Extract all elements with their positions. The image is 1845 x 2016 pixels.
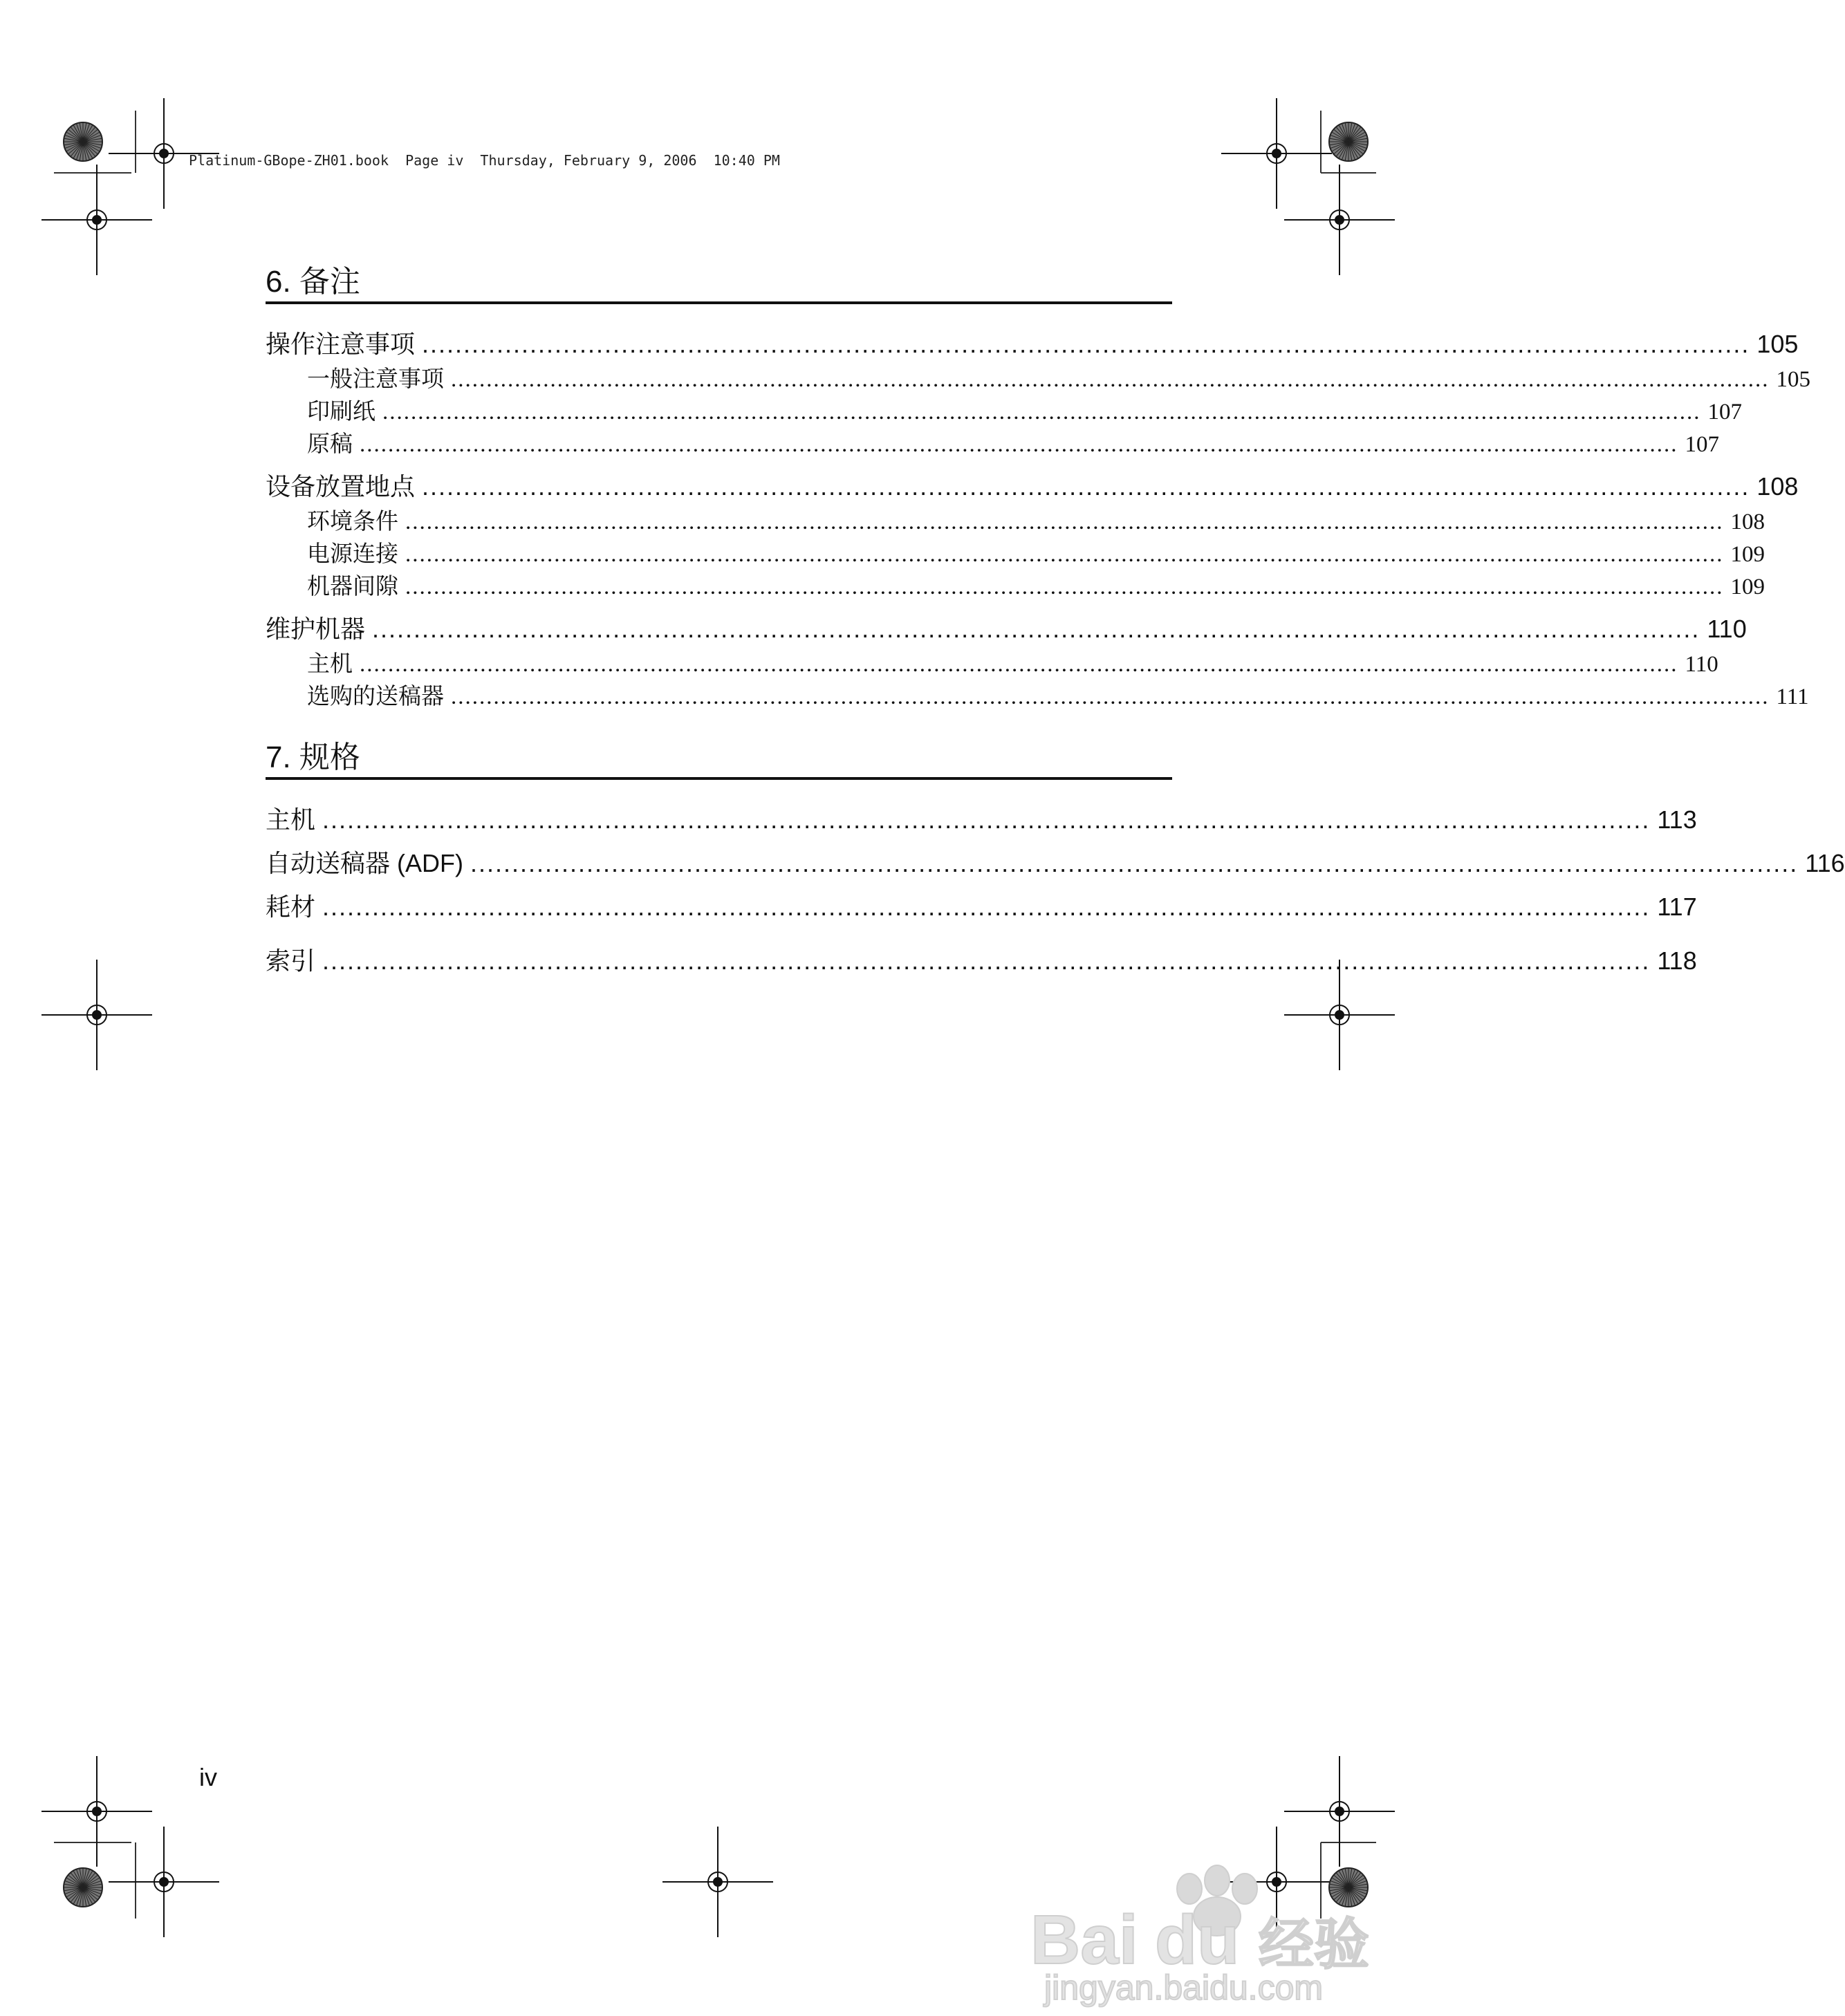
toc-entry-page: 107 — [1707, 400, 1742, 424]
toc-entry-label: 印刷纸 — [307, 400, 376, 424]
toc-entry-label: 机器间隙 — [307, 575, 398, 599]
toc-leader-dots: ................................................................................................................................................................ — [322, 946, 1651, 975]
page-number: iv — [199, 1763, 217, 1791]
section-title-6: 6. 备注 — [266, 263, 1172, 304]
toc-entry-page: 111 — [1776, 684, 1809, 709]
registration-mark — [41, 165, 152, 275]
toc-entry[interactable] — [266, 467, 1799, 503]
toc-entry-page: 105 — [1776, 367, 1810, 392]
toc-entry-label: 环境条件 — [307, 510, 398, 534]
toc-leader-dots: ................................................................................................................................................................ — [372, 615, 1700, 643]
toc-entry[interactable] — [307, 503, 1765, 536]
toc-entry[interactable] — [307, 678, 1809, 711]
toc-entry-label: 主机 — [266, 805, 316, 834]
toc-entry-label: 索引 — [266, 946, 316, 975]
toc-entry-label: 选购的送稿器 — [307, 684, 444, 709]
toc-entry-label: 操作注意事项 — [266, 330, 416, 358]
svg-text:Bai: Bai — [1030, 1901, 1138, 1979]
toc-entry[interactable] — [266, 325, 1799, 360]
registration-mark — [1221, 98, 1332, 209]
toc-leader-dots: .......................................................................................................................................................................................... — [382, 400, 1701, 424]
toc-entry-page: 109 — [1730, 575, 1765, 599]
toc-entry[interactable] — [307, 536, 1765, 568]
toc-entry[interactable] — [307, 426, 1719, 458]
toc-entry-label: 设备放置地点 — [266, 472, 416, 501]
toc-entry[interactable] — [266, 801, 1697, 836]
toc-entry-page: 116 — [1805, 849, 1845, 877]
toc-leader-dots: .......................................................................................................................................................................................... — [405, 542, 1724, 567]
toc-entry-page: 110 — [1685, 652, 1718, 677]
toc-entry-page: 113 — [1657, 805, 1697, 834]
toc-leader-dots: .......................................................................................................................................................................................... — [405, 575, 1724, 599]
toc-entry-label: 主机 — [307, 652, 353, 677]
toc-entry-page: 108 — [1730, 510, 1765, 534]
toc-entry[interactable] — [307, 646, 1718, 678]
toc-leader-dots: .......................................................................................................................................................................................... — [451, 684, 1770, 709]
toc-entry-page: 105 — [1756, 330, 1799, 358]
svg-text:du: du — [1155, 1901, 1240, 1979]
toc-entry-page: 110 — [1707, 615, 1747, 643]
toc-leader-dots: ................................................................................................................................................................ — [322, 805, 1651, 834]
toc-entry-page: 118 — [1657, 946, 1697, 975]
toc-leader-dots: .......................................................................................................................................................................................... — [360, 432, 1678, 457]
toc-entry[interactable] — [307, 361, 1810, 393]
toc-entry[interactable] — [266, 844, 1845, 879]
toc-entry[interactable] — [307, 568, 1765, 601]
print-header-line: Platinum-GBope-ZH01.book Page iv Thursday, February 9, 2006 10:40 PM — [189, 152, 780, 169]
toc-leader-dots: ................................................................................................................................................................ — [422, 330, 1750, 358]
toc-entry-label: 一般注意事项 — [307, 367, 444, 392]
toc-entry-label: 维护机器 — [266, 615, 366, 643]
svg-text:jingyan.baidu.com: jingyan.baidu.com — [1044, 1968, 1324, 2007]
baidu-jingyan-watermark — [1017, 1853, 1404, 2005]
starburst-target — [64, 1868, 102, 1907]
toc-entry[interactable] — [307, 393, 1742, 426]
toc-leader-dots: ................................................................................................................................................................ — [422, 472, 1750, 501]
toc-entry-page: 108 — [1756, 472, 1799, 501]
toc-leader-dots: ................................................................................................................................................................ — [470, 849, 1799, 877]
registration-mark — [1284, 960, 1395, 1070]
toc-entry-label: 自动送稿器 (ADF) — [266, 849, 463, 877]
registration-mark — [1284, 165, 1395, 275]
registration-mark — [662, 1827, 773, 1937]
registration-mark — [1284, 1756, 1395, 1867]
toc-entry-label: 原稿 — [307, 432, 353, 457]
section-title-7: 7. 规格 — [266, 738, 1172, 780]
toc-entry[interactable] — [266, 888, 1697, 923]
toc-entry-page: 117 — [1657, 893, 1697, 921]
toc-entry-page: 109 — [1730, 542, 1765, 567]
toc-entry-label: 电源连接 — [307, 542, 398, 567]
svg-text:经验: 经验 — [1259, 1912, 1369, 1977]
toc-entry[interactable] — [266, 610, 1747, 645]
registration-mark — [41, 960, 152, 1070]
toc-leader-dots: .......................................................................................................................................................................................... — [451, 367, 1770, 392]
toc-leader-dots: ................................................................................................................................................................ — [322, 893, 1651, 921]
starburst-target — [1329, 122, 1368, 161]
toc-entry[interactable] — [266, 942, 1697, 977]
starburst-target — [64, 122, 102, 161]
toc-leader-dots: .......................................................................................................................................................................................... — [405, 510, 1724, 534]
toc-leader-dots: .......................................................................................................................................................................................... — [360, 652, 1678, 677]
toc-entry-label: 耗材 — [266, 893, 316, 921]
toc-entry-page: 107 — [1685, 432, 1719, 457]
